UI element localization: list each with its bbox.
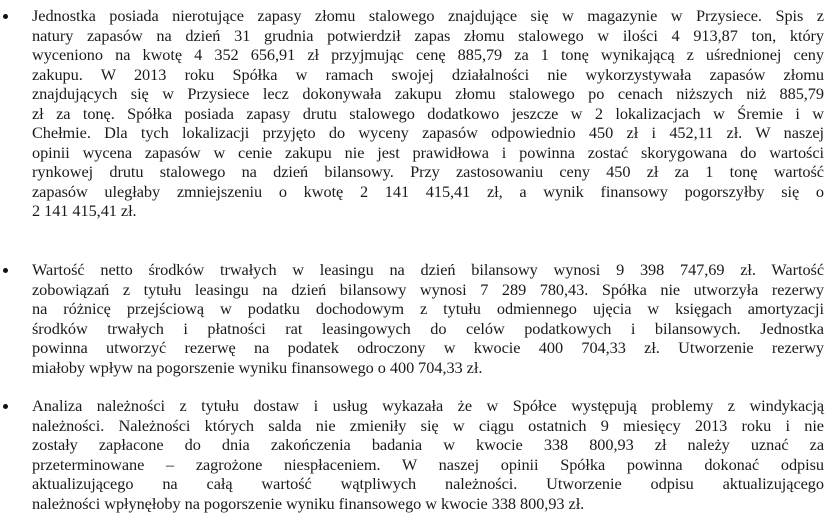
paragraph-text: [32, 396, 824, 513]
text-line: zapasów uległaby zmniejszeniu o kwotę 2 141 415,41 zł, a wynik finansowy pogorszyłby się o: [32, 181, 824, 201]
text-line: przeterminowane – zagrożone niespłaceniem. W naszej opinii Spółka powinna dokonać odpisu: [32, 454, 824, 474]
text-line: Analiza należności z tytułu dostaw i usług wykazała że w Spółce występują problemy z windykacją: [32, 396, 824, 415]
text-line: opinii wycena zapasów w cenie zakupu nie jest prawidłowa i powinna zostać skorygowana do wartości: [32, 142, 824, 162]
bullet-point: [3, 404, 8, 409]
text-line: zakupu. W 2013 roku Spółka w ramach swojej działalności nie wykorzystywała zapasów złomu: [32, 64, 824, 84]
text-line: zł za tonę. Spółka posiada zapasy drutu stalowego dodatkowo jeszcze w 2 lokalizacjach w Śremie i w: [32, 103, 824, 123]
text-line: środków trwałych i płatności rat leasingowych do celów podatkowych i bilansowych. Jednostka: [32, 318, 824, 338]
text-line: rynkowej drutu stalowego na dzień bilansowy. Przy zastosowaniu ceny 450 zł za 1 tonę wartość: [32, 162, 824, 181]
bullet-point: [3, 14, 8, 19]
text-line: miałoby wpływ na pogorszenie wyniku finansowego o 400 704,33 zł.: [32, 357, 483, 377]
bullet-point: [3, 268, 8, 273]
text-line: Wartość netto środków trwałych w leasingu na dzień bilansowy wynosi 9 398 747,69 zł. Wartość: [32, 260, 824, 279]
text-line: natury zapasów na dzień 31 grudnia potwierdził zapas złomu stalowego w ilości 4 913,87 ton, który: [32, 25, 824, 45]
text-line: należności wpłynęłoby na pogorszenie wyniku finansowego w kwocie 338 800,93 zł.: [32, 493, 585, 513]
text-line: 2 141 415,41 zł.: [32, 201, 137, 220]
text-line: znajdujących się w Przysiece lecz dokonywała zakupu złomu stalowego po cenach niższych niż 885,79: [32, 84, 824, 103]
text-line: zostały zapłacone do dnia zakończenia badania w kwocie 338 800,93 zł należy uznać za: [32, 435, 824, 454]
text-line: należności. Należności których salda nie zmieniły się w ciągu ostatnich 9 miesięcy 2013 roku i nie: [32, 415, 824, 435]
paragraph-text: [32, 6, 824, 221]
text-line: Jednostka posiada nierotujące zapasy złomu stalowego znajdujące się w magazynie w Przysiece. Spis z: [32, 6, 824, 25]
text-line: na różnicę przejściową w podatku dochodowym z tytułu odmiennego ujęcia w księgach amortyzacji: [32, 299, 824, 318]
text-line: aktualizującego na całą wartość wątpliwych należności. Utworzenie odpisu aktualizującego: [32, 474, 824, 493]
text-line: zobowiązań z tytułu leasingu na dzień bilansowy wynosi 7 289 780,43. Spółka nie utworzyła rezerwy: [32, 279, 824, 299]
paragraph-text: [32, 260, 824, 377]
text-line: wyceniono na kwotę 4 352 656,91 zł przyjmując cenę 885,79 za 1 tonę wynikającą z uśrednionej ceny: [32, 45, 824, 64]
text-line: Chełmie. Dla tych lokalizacji przyjęto do wyceny zapasów odpowiednio 450 zł i 452,11 zł. W naszej: [32, 123, 824, 142]
text-line: powinna utworzyć rezerwę na podatek odroczony w kwocie 400 704,33 zł. Utworzenie rezerwy: [32, 338, 824, 357]
